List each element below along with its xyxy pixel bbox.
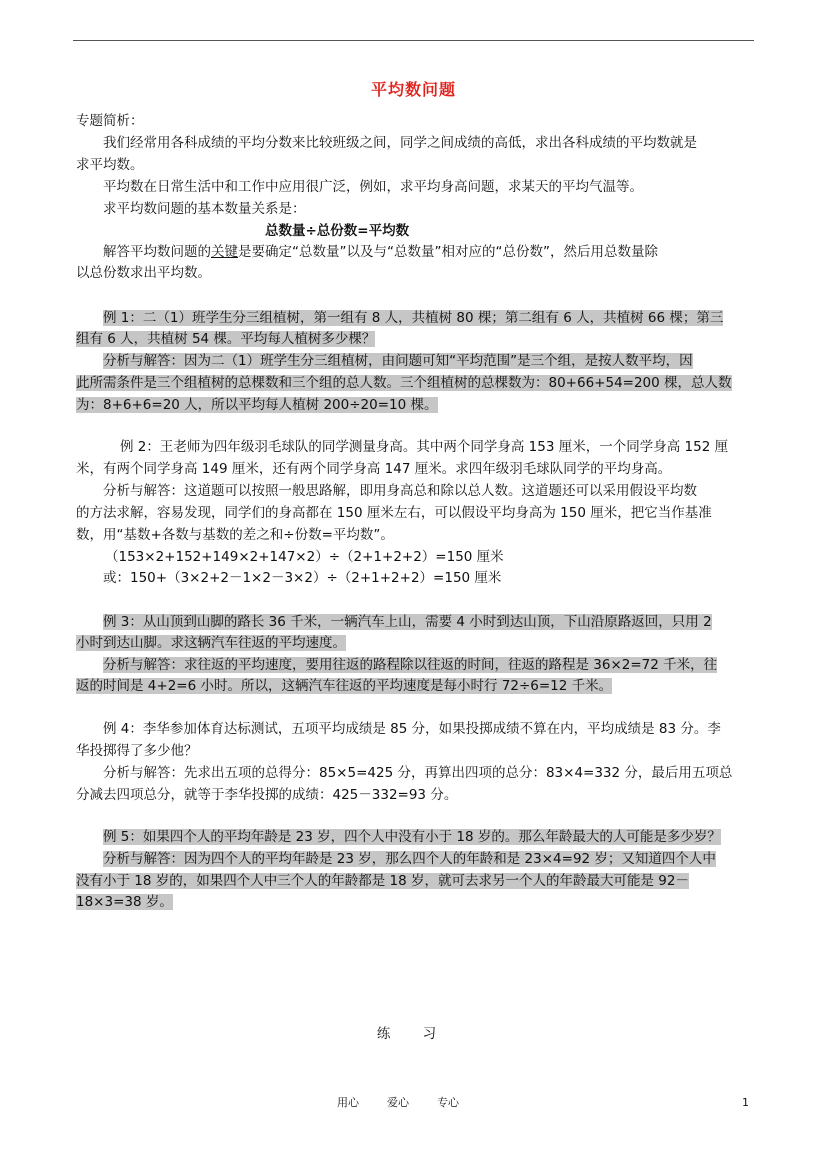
header-rule [73, 40, 754, 41]
footer-item: 专心 [437, 1096, 459, 1109]
intro-paragraph-1-cont: 求平均数。 [76, 157, 144, 173]
example-5-line: 例 5：如果四个人的平均年龄是 23 岁，四个人中没有小于 18 岁的。那么年龄最大的人可能是多少岁？ [103, 829, 721, 845]
example-3-line: 例 3：从山顶到山脚的路长 36 千米，一辆汽车上山，需要 4 小时到达山顶，下山沿原路返回，只用 2 [103, 614, 712, 630]
example-3-analysis: 返的时间是 4+2=6 小时。所以，这辆汽车往返的平均速度是每小时行 72÷6=12 千米。 [76, 678, 613, 694]
example-2-analysis: 的方法求解，容易发现，同学们的身高都在 150 厘米左右，可以假设平均身高为 150 厘米，把它当作基准 [76, 505, 712, 521]
example-4-line: 华投掷得了多少他？ [76, 743, 198, 759]
intro-paragraph-4 [103, 243, 658, 261]
example-4-analysis: 分减去四项总分，就等于李华投掷的成绩：425－332=93 分。 [76, 787, 458, 803]
example-3-analysis: 分析与解答：求往返的平均速度，要用往返的路程除以往返的时间，往返的路程是 36×2=72 千米，往 [103, 657, 718, 673]
intro-heading: 专题简析： [76, 113, 144, 129]
page-number: 1 [742, 1096, 749, 1109]
example-2-analysis: 数，用“基数+各数与基数的差之和÷份数=平均数”。 [76, 527, 394, 543]
example-2-analysis: 分析与解答：这道题可以按照一般思路解，即用身高总和除以总人数。这道题还可以采用假设平均数 [103, 483, 697, 499]
example-1-analysis: 分析与解答：因为二（1）班学生分三组植树，由问题可知“平均范围”是三个组，是按人数平均，因 [103, 353, 693, 369]
example-2-line: 例 2：王老师为四年级羽毛球队的同学测量身高。其中两个同学身高 153 厘米，一个同学身高 152 厘 [120, 439, 729, 455]
intro-paragraph-1: 我们经常用各科成绩的平均分数来比较班级之间，同学之间成绩的高低，求出各科成绩的平均数就是 [103, 135, 697, 151]
example-2-line: 米，有两个同学身高 149 厘米，还有两个同学身高 147 厘米。求四年级羽毛球队同学的平均身高。 [76, 461, 672, 477]
intro-paragraph-2: 平均数在日常生活中和工作中应用很广泛，例如，求平均身高问题，求某天的平均气温等。 [103, 179, 643, 195]
example-1-line: 组有 6 人，共植树 54 棵。平均每人植树多少棵？ [76, 331, 376, 347]
key-word: 关键 [211, 244, 238, 260]
practice-heading: 练 习 [376, 1026, 451, 1042]
example-1-analysis: 为：8+6+6=20 人，所以平均每人植树 200÷20=10 棵。 [76, 397, 438, 413]
example-1-line: 例 1：二（1）班学生分三组植树，第一组有 8 人，共植树 80 棵；第二组有 6 人，共植树 66 棵；第三 [103, 310, 724, 326]
document-title: 平均数问题 [370, 80, 456, 99]
example-4-analysis: 分析与解答：先求出五项的总得分：85×5=425 分，再算出四项的总分：83×4=332 分，最后用五项总 [103, 765, 733, 781]
footer-item: 用心 [337, 1096, 359, 1109]
example-5-analysis: 18×3=38 岁。 [76, 894, 173, 910]
example-1-analysis: 此所需条件是三个组植树的总棵数和三个组的总人数。三个组植树的总棵数为：80+66+54=200 棵，总人数 [76, 375, 732, 391]
intro-paragraph-4-cont: 以总份数求出平均数。 [76, 265, 211, 281]
intro-paragraph-3: 求平均数问题的基本数量关系是： [103, 201, 306, 217]
intro-p4-pre: 解答平均数问题的 [103, 244, 211, 260]
footer-item: 爱心 [387, 1096, 409, 1109]
example-2-equation: （153×2+152+149×2+147×2）÷（2+1+2+2）=150 厘米 [105, 549, 504, 565]
example-5-analysis: 分析与解答：因为四个人的平均年龄是 23 岁，那么四个人的年龄和是 23×4=92 岁；又知道四个人中 [103, 851, 716, 867]
intro-p4-post: 是要确定“总数量”以及与“总数量”相对应的“总份数”，然后用总数量除 [238, 244, 658, 260]
example-3-line: 小时到达山脚。求这辆汽车往返的平均速度。 [76, 635, 346, 651]
example-4-line: 例 4：李华参加体育达标测试，五项平均成绩是 85 分，如果投掷成绩不算在内，平均成绩是 83 分。李 [103, 721, 721, 737]
formula: 总数量÷总份数=平均数 [265, 223, 410, 239]
example-2-equation: 或：150+（3×2+2－1×2－3×2）÷（2+1+2+2）=150 厘米 [103, 570, 502, 586]
example-5-analysis: 没有小于 18 岁的，如果四个人中三个人的年龄都是 18 岁，就可去求另一个人的年龄最大可能是 92－ [76, 873, 689, 889]
